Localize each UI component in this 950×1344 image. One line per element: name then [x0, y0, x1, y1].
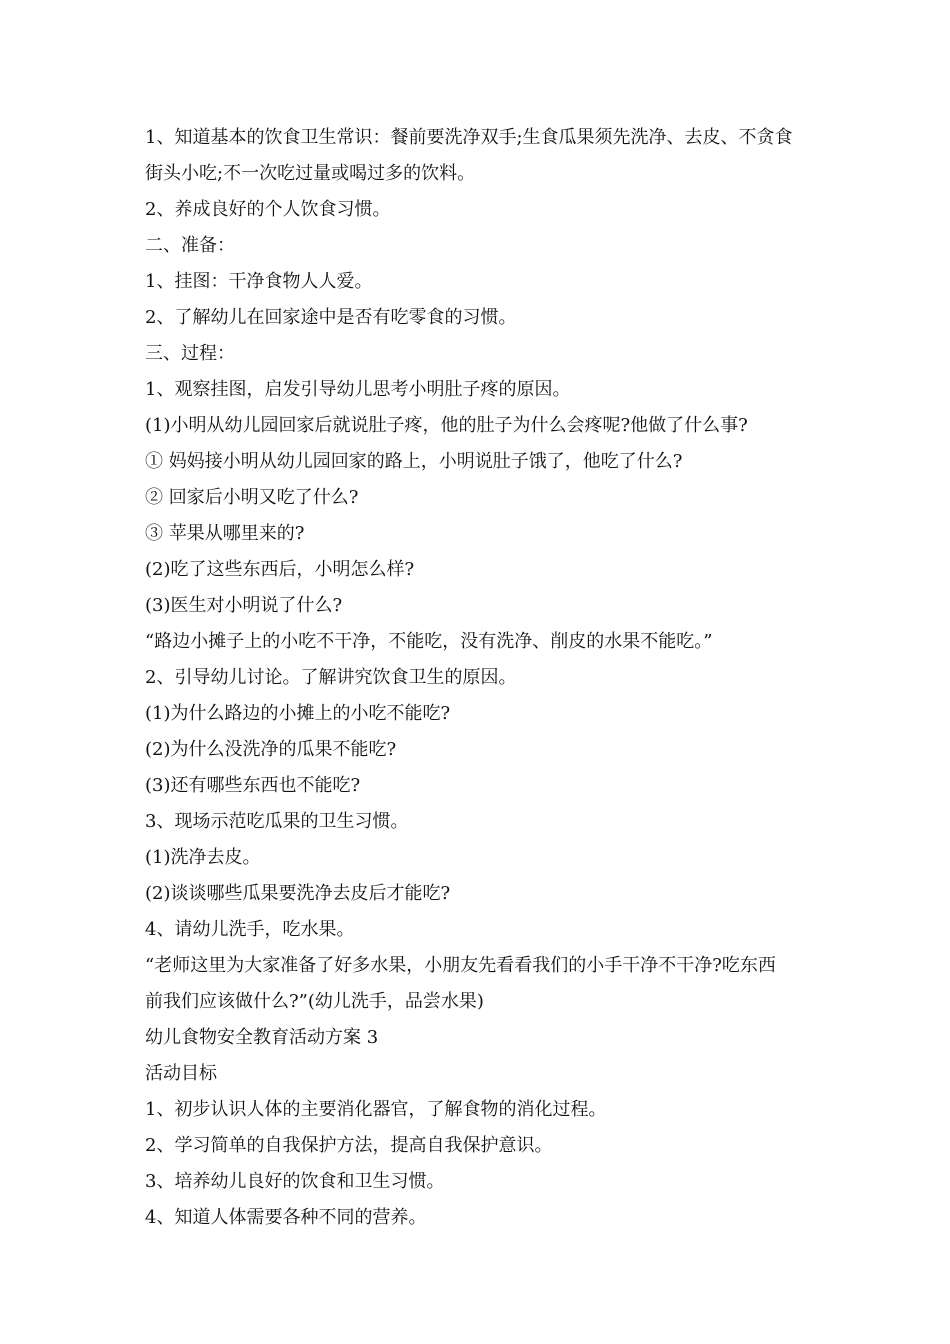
text-line: 3、培养幼儿良好的饮食和卫生习惯。: [145, 1171, 445, 1192]
quote-line: “老师这里为大家准备了好多水果，小朋友先看看我们的小手干净不干净?吃东西: [145, 955, 776, 976]
text-line: 1、知道基本的饮食卫生常识：餐前要洗净双手;生食瓜果须先洗净、去皮、不贪食: [145, 127, 793, 148]
text-line: (1)为什么路边的小摊上的小吃不能吃?: [145, 703, 451, 724]
text-line: ① 妈妈接小明从幼儿园回家的路上，小明说肚子饿了，他吃了什么?: [145, 451, 683, 472]
text-line: 3、现场示范吃瓜果的卫生习惯。: [145, 811, 409, 832]
text-line: ③ 苹果从哪里来的?: [145, 523, 305, 544]
text-line: 1、挂图：干净食物人人爱。: [145, 271, 373, 292]
section-heading: 二、准备：: [145, 235, 235, 256]
text-line: (1)洗净去皮。: [145, 847, 261, 868]
text-line: 1、初步认识人体的主要消化器官，了解食物的消化过程。: [145, 1099, 607, 1120]
text-line: 2、养成良好的个人饮食习惯。: [145, 199, 391, 220]
section-heading: 三、过程：: [145, 343, 235, 364]
text-line: (3)医生对小明说了什么?: [145, 595, 343, 616]
text-line: 街头小吃;不一次吃过量或喝过多的饮料。: [145, 163, 476, 184]
text-line: (1)小明从幼儿园回家后就说肚子疼，他的肚子为什么会疼呢?他做了什么事?: [145, 415, 748, 436]
text-line: (2)为什么没洗净的瓜果不能吃?: [145, 739, 397, 760]
text-line: 前我们应该做什么?”(幼儿洗手，品尝水果): [145, 991, 484, 1012]
text-line: ② 回家后小明又吃了什么?: [145, 487, 359, 508]
text-line: 2、引导幼儿讨论。了解讲究饮食卫生的原因。: [145, 667, 517, 688]
text-line: (2)谈谈哪些瓜果要洗净去皮后才能吃?: [145, 883, 451, 904]
text-line: 2、了解幼儿在回家途中是否有吃零食的习惯。: [145, 307, 517, 328]
text-line: 4、请幼儿洗手，吃水果。: [145, 919, 355, 940]
text-line: 4、知道人体需要各种不同的营养。: [145, 1207, 427, 1228]
quote-line: “路边小摊子上的小吃不干净，不能吃，没有洗净、削皮的水果不能吃。”: [145, 631, 713, 652]
section-title: 幼儿食物安全教育活动方案 3: [145, 1027, 379, 1048]
text-line: (3)还有哪些东西也不能吃?: [145, 775, 361, 796]
text-line: 1、观察挂图，启发引导幼儿思考小明肚子疼的原因。: [145, 379, 571, 400]
document-body: [145, 120, 815, 1236]
section-heading: 活动目标: [145, 1063, 217, 1084]
text-line: 2、学习简单的自我保护方法，提高自我保护意识。: [145, 1135, 553, 1156]
text-line: (2)吃了这些东西后，小明怎么样?: [145, 559, 415, 580]
